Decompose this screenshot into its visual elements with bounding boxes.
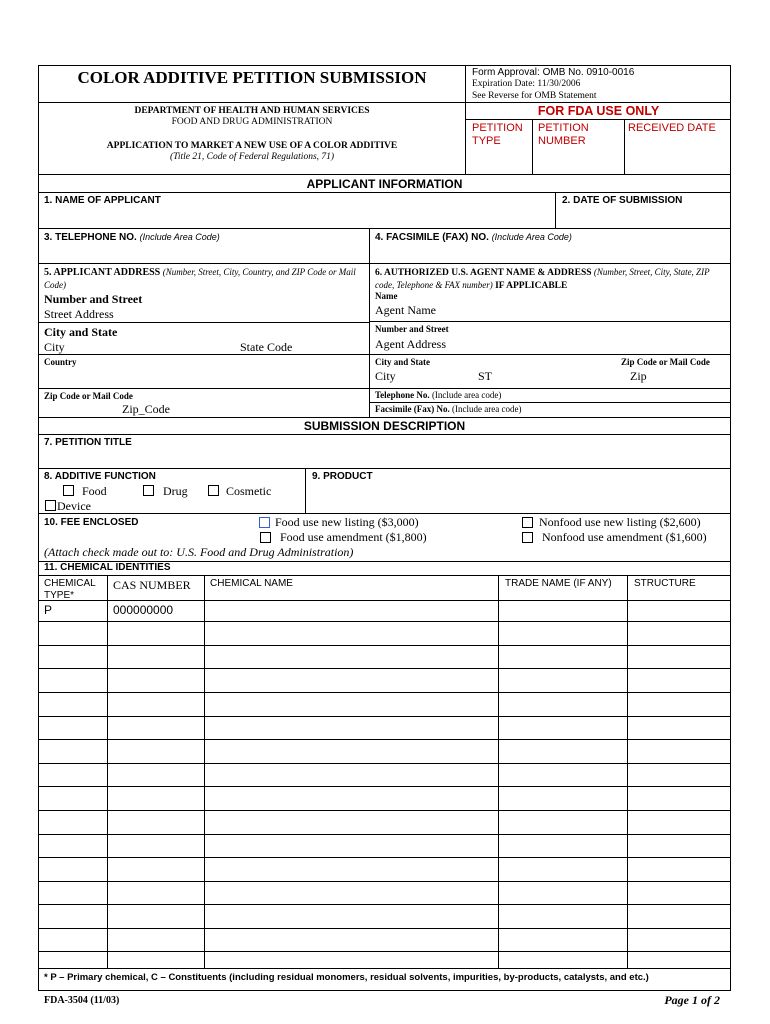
received-date-label: RECEIVED DATE	[628, 122, 716, 134]
agent-phone-label-text: Telephone No.	[375, 390, 430, 400]
agent-city-label: City and State	[375, 357, 431, 367]
expiration-date: Expiration Date: 11/30/2006	[472, 79, 581, 89]
table-row[interactable]	[38, 904, 731, 905]
agent-phone-hint: (Include area code)	[431, 390, 502, 400]
trade-name-header: TRADE NAME (IF ANY)	[505, 578, 612, 589]
chemical-footnote: * P – Primary chemical, C – Constituents (including residual monomers, residual solvents, impurities, by-products, catalysts, and etc.)	[44, 972, 649, 983]
fax-label	[375, 232, 572, 243]
table-row[interactable]	[38, 786, 731, 787]
street-label: Number and Street	[44, 292, 143, 306]
petition-title-field[interactable]	[40, 450, 729, 467]
agent-label	[375, 266, 727, 292]
table-row[interactable]	[38, 645, 731, 646]
agent-fax-label-text: Facsimile (Fax) No.	[375, 404, 450, 414]
telephone-label-text: 3. TELEPHONE NO.	[44, 232, 137, 243]
zip-label: Zip Code or Mail Code	[44, 391, 133, 401]
fee-nonfood-amend-label: Nonfood use amendment ($1,600)	[542, 530, 707, 544]
table-row[interactable]	[38, 763, 731, 764]
form-title: COLOR ADDITIVE PETITION SUBMISSION	[77, 68, 427, 87]
fee-nonfood-amend-checkbox[interactable]	[522, 532, 533, 543]
agent-fax-hint: (Include area code)	[451, 404, 522, 414]
petition-title-label: 7. PETITION TITLE	[44, 437, 132, 448]
row-line	[369, 388, 731, 389]
telephone-label	[44, 232, 220, 243]
table-row[interactable]	[38, 621, 731, 622]
applicant-address-label	[44, 266, 366, 292]
telephone-field[interactable]	[40, 245, 367, 262]
chem-col-4	[627, 575, 628, 968]
table-row[interactable]	[38, 968, 731, 969]
row1-chemical-type[interactable]: P	[44, 603, 53, 617]
fee-nonfood-new-label: Nonfood use new listing ($2,600)	[539, 515, 701, 529]
table-row[interactable]	[38, 668, 731, 669]
chemical-name-header: CHEMICAL NAME	[210, 578, 293, 589]
applicant-section-heading: APPLICANT INFORMATION	[306, 177, 463, 191]
agent-name-value[interactable]: Agent Name	[375, 303, 436, 317]
date-of-submission-label: 2. DATE OF SUBMISSION	[562, 195, 683, 206]
drug-option-label: Drug	[163, 484, 188, 498]
agent-if-applicable: IF APPLICABLE	[495, 281, 568, 291]
fee-check-note: (Attach check made out to: U.S. Food and Drug Administration)	[44, 545, 354, 559]
product-label: 9. PRODUCT	[312, 471, 373, 482]
address-divider	[369, 263, 370, 417]
submission-section-bottom	[38, 434, 731, 435]
row-line	[38, 354, 369, 355]
agent-street-label: Number and Street	[375, 324, 449, 334]
applicant-section-bottom	[38, 192, 731, 193]
row-line	[38, 263, 731, 264]
fee-food-new-checkbox[interactable]	[259, 517, 270, 528]
agent-phone-label[interactable]	[375, 390, 501, 400]
omb-number: Form Approval: OMB No. 0910-0016	[472, 67, 635, 78]
row-line	[38, 468, 731, 469]
submission-section-heading: SUBMISSION DESCRIPTION	[303, 419, 466, 433]
form-id: FDA-3504 (11/03)	[44, 995, 120, 1006]
table-row[interactable]	[38, 716, 731, 717]
application-title: APPLICATION TO MARKET A NEW USE OF A COLOR ADDITIVE	[106, 141, 398, 151]
date-of-submission-field[interactable]	[557, 208, 729, 227]
chemical-type-header: CHEMICAL TYPE*	[44, 578, 96, 601]
agent-zip-value[interactable]: Zip	[630, 369, 647, 383]
fax-field[interactable]	[371, 245, 729, 262]
name-of-applicant-field[interactable]	[40, 208, 553, 227]
fee-food-new-label: Food use new listing ($3,000)	[275, 515, 419, 529]
row-line	[38, 388, 369, 389]
country-label: Country	[44, 357, 77, 367]
table-row[interactable]	[38, 881, 731, 882]
food-checkbox[interactable]	[63, 485, 74, 496]
country-field[interactable]	[40, 369, 367, 387]
agent-name-label: Name	[375, 291, 398, 301]
food-option-label: Food	[82, 484, 107, 498]
table-row[interactable]	[38, 928, 731, 929]
cfr-reference: (Title 21, Code of Federal Regulations, 71)	[169, 152, 335, 162]
fax-hint: (Include Area Code)	[491, 232, 572, 242]
agent-state-value[interactable]: ST	[478, 369, 493, 383]
agent-fax-label[interactable]	[375, 404, 521, 414]
street-value[interactable]: Street Address	[44, 307, 114, 321]
fda-col-divider-1	[532, 119, 533, 174]
cosmetic-option-label: Cosmetic	[226, 484, 272, 498]
zip-value[interactable]: Zip_Code	[122, 402, 170, 416]
agent-label-text: 6. AUTHORIZED U.S. AGENT NAME & ADDRESS	[375, 268, 592, 278]
petition-number-label: PETITION NUMBER	[538, 122, 589, 147]
cas-number-header: CAS NUMBER	[113, 578, 191, 592]
row-line	[369, 321, 731, 322]
table-row[interactable]	[38, 692, 731, 693]
table-row[interactable]	[38, 857, 731, 858]
fda-use-line	[465, 119, 731, 120]
product-field[interactable]	[307, 484, 729, 512]
cosmetic-checkbox[interactable]	[208, 485, 219, 496]
device-option-label: Device	[57, 499, 91, 513]
additive-function-label: 8. ADDITIVE FUNCTION	[44, 471, 156, 482]
fee-nonfood-new-checkbox[interactable]	[522, 517, 533, 528]
page-number: Page 1 of 2	[664, 993, 720, 1007]
row-line	[38, 322, 369, 323]
petition-type-label: PETITION TYPE	[472, 122, 523, 147]
drug-checkbox[interactable]	[143, 485, 154, 496]
agency-name: FOOD AND DRUG ADMINISTRATION	[171, 117, 333, 127]
fax-label-text: 4. FACSIMILE (FAX) NO.	[375, 232, 489, 243]
applicant-address-hint: (Number, Street, City, Country, and ZIP Code or Mail Code)	[44, 267, 356, 290]
fda-use-heading: FOR FDA USE ONLY	[537, 104, 660, 118]
row-line	[38, 228, 731, 229]
row1-cas-number[interactable]: 000000000	[113, 603, 174, 617]
fda-col-divider-2	[624, 119, 625, 174]
agent-city-value[interactable]: City	[375, 369, 396, 383]
agent-zip-label: Zip Code or Mail Code	[621, 357, 710, 367]
department-name: DEPARTMENT OF HEALTH AND HUMAN SERVICES	[134, 106, 370, 116]
telephone-hint: (Include Area Code)	[139, 232, 220, 242]
submission-section-top	[38, 417, 731, 418]
fee-enclosed-label: 10. FEE ENCLOSED	[44, 517, 139, 528]
applicant-section-top	[38, 174, 731, 175]
see-reverse: See Reverse for OMB Statement	[472, 91, 597, 101]
agent-street-value[interactable]: Agent Address	[375, 337, 446, 351]
chem-col-1	[107, 575, 108, 968]
state-value[interactable]: State Code	[240, 340, 293, 354]
row-line	[369, 354, 731, 355]
structure-header: STRUCTURE	[634, 578, 696, 589]
city-value[interactable]: City	[44, 340, 65, 354]
device-checkbox[interactable]	[45, 500, 56, 511]
table-row[interactable]	[38, 810, 731, 811]
row-line	[38, 513, 731, 514]
product-divider	[305, 468, 306, 513]
table-row[interactable]	[38, 834, 731, 835]
phone-divider	[369, 228, 370, 263]
name-of-applicant-label: 1. NAME OF APPLICANT	[44, 195, 161, 206]
header-line	[38, 102, 731, 103]
city-state-label: City and State	[44, 325, 118, 339]
chemical-identities-label: 11. CHEMICAL IDENTITIES	[44, 562, 171, 573]
table-row[interactable]	[38, 739, 731, 740]
agent-hint: (Number, Street, City, State, ZIP code, Telephone & FAX number)	[375, 267, 710, 290]
chem-col-2	[204, 575, 205, 968]
fee-food-amend-label: Food use amendment ($1,800)	[280, 530, 427, 544]
chem-col-3	[498, 575, 499, 968]
fee-food-amend-checkbox[interactable]	[260, 532, 271, 543]
date-divider	[555, 192, 556, 228]
table-row[interactable]	[38, 951, 731, 952]
row-line	[369, 402, 731, 403]
applicant-address-label-text: 5. APPLICANT ADDRESS	[44, 267, 161, 278]
row-line	[38, 600, 731, 601]
